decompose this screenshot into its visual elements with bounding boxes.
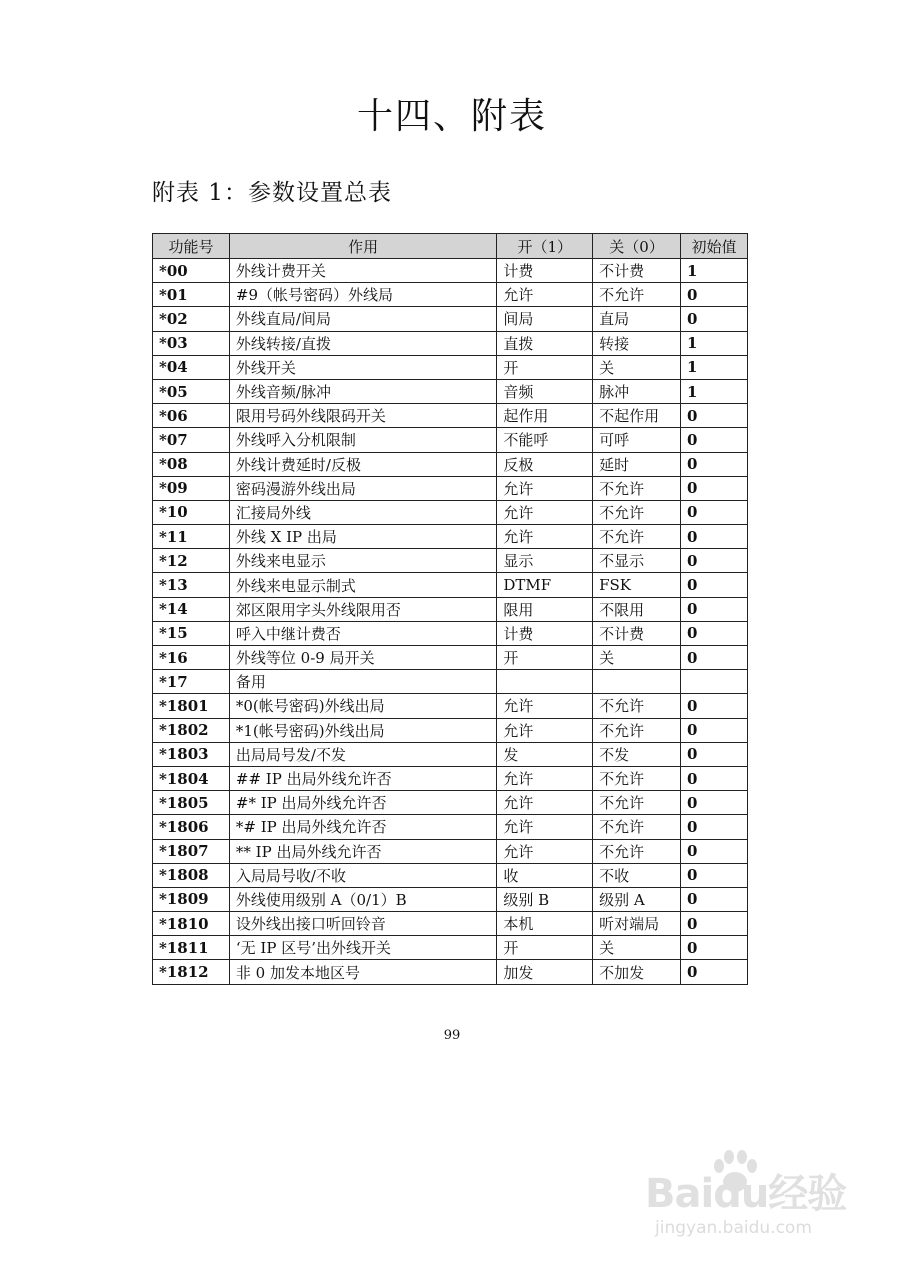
off-value-cell: 不允许 — [593, 815, 681, 839]
function-code-cell: *13 — [153, 573, 230, 597]
initial-value-cell: 0 — [681, 960, 748, 984]
on-value-cell: 允许 — [497, 815, 593, 839]
initial-value-cell: 1 — [681, 355, 748, 379]
initial-value-cell: 1 — [681, 379, 748, 403]
purpose-cell: 郊区限用字头外线限用否 — [229, 597, 496, 621]
function-code-cell: *06 — [153, 404, 230, 428]
on-value-cell: 显示 — [497, 549, 593, 573]
function-code-cell: *16 — [153, 646, 230, 670]
table-row — [153, 863, 748, 887]
off-value-cell: 延时 — [593, 452, 681, 476]
initial-value-cell: 0 — [681, 766, 748, 790]
purpose-cell: 外线音频/脉冲 — [229, 379, 496, 403]
off-value-cell: FSK — [593, 573, 681, 597]
purpose-cell: #* IP 出局外线允许否 — [229, 791, 496, 815]
off-value-cell: 不收 — [593, 863, 681, 887]
table-row — [153, 960, 748, 984]
purpose-cell: 密码漫游外线出局 — [229, 476, 496, 500]
purpose-cell: #9（帐号密码）外线局 — [229, 283, 496, 307]
initial-value-cell: 0 — [681, 428, 748, 452]
off-value-cell: 不允许 — [593, 283, 681, 307]
table-row — [153, 379, 748, 403]
function-code-cell: *1810 — [153, 912, 230, 936]
initial-value-cell: 0 — [681, 742, 748, 766]
table-row — [153, 791, 748, 815]
off-value-cell: 不允许 — [593, 839, 681, 863]
function-code-cell: *1809 — [153, 887, 230, 911]
function-code-cell: *1811 — [153, 936, 230, 960]
purpose-cell: ## IP 出局外线允许否 — [229, 766, 496, 790]
on-value-cell: 开 — [497, 355, 593, 379]
table-row — [153, 912, 748, 936]
function-code-cell: *1807 — [153, 839, 230, 863]
watermark-logo: Baidu经验 — [645, 1171, 847, 1217]
table-row — [153, 573, 748, 597]
on-value-cell: 直拨 — [497, 331, 593, 355]
purpose-cell: 外线使用级别 A（0/1）B — [229, 887, 496, 911]
table-row — [153, 694, 748, 718]
page-number: 99 — [443, 1028, 461, 1043]
table-row — [153, 742, 748, 766]
purpose-cell: 外线 X IP 出局 — [229, 525, 496, 549]
function-code-cell: *14 — [153, 597, 230, 621]
purpose-cell: ** IP 出局外线允许否 — [229, 839, 496, 863]
table-row — [153, 452, 748, 476]
table-row — [153, 307, 748, 331]
off-value-cell: 关 — [593, 355, 681, 379]
purpose-cell: 呼入中继计费否 — [229, 621, 496, 645]
purpose-cell: 外线计费延时/反极 — [229, 452, 496, 476]
function-code-cell: *01 — [153, 283, 230, 307]
off-value-cell: 不加发 — [593, 960, 681, 984]
initial-value-cell: 0 — [681, 500, 748, 524]
initial-value-cell: 0 — [681, 694, 748, 718]
function-code-cell: *12 — [153, 549, 230, 573]
purpose-cell: *# IP 出局外线允许否 — [229, 815, 496, 839]
function-code-cell: *04 — [153, 355, 230, 379]
on-value-cell: 允许 — [497, 283, 593, 307]
function-code-cell: *11 — [153, 525, 230, 549]
function-code-cell: *00 — [153, 259, 230, 283]
off-value-cell: 不允许 — [593, 766, 681, 790]
off-value-cell: 不允许 — [593, 791, 681, 815]
on-value-cell: 发 — [497, 742, 593, 766]
on-value-cell: 反极 — [497, 452, 593, 476]
table-row — [153, 936, 748, 960]
off-value-cell: 转接 — [593, 331, 681, 355]
off-value-cell: 不起作用 — [593, 404, 681, 428]
purpose-cell: 出局局号发/不发 — [229, 742, 496, 766]
function-code-cell: *07 — [153, 428, 230, 452]
off-value-cell: 脉冲 — [593, 379, 681, 403]
function-code-cell: *02 — [153, 307, 230, 331]
on-value-cell: 允许 — [497, 718, 593, 742]
on-value-cell: 加发 — [497, 960, 593, 984]
table-body — [153, 259, 748, 985]
function-code-cell: *1808 — [153, 863, 230, 887]
initial-value-cell: 0 — [681, 476, 748, 500]
initial-value-cell: 0 — [681, 839, 748, 863]
on-value-cell: 间局 — [497, 307, 593, 331]
initial-value-cell: 0 — [681, 404, 748, 428]
function-code-cell: *1801 — [153, 694, 230, 718]
off-value-cell: 直局 — [593, 307, 681, 331]
purpose-cell: 外线来电显示制式 — [229, 573, 496, 597]
purpose-cell: *1(帐号密码)外线出局 — [229, 718, 496, 742]
table-row — [153, 597, 748, 621]
on-value-cell: 级别 B — [497, 887, 593, 911]
initial-value-cell: 0 — [681, 549, 748, 573]
initial-value-cell: 0 — [681, 718, 748, 742]
off-value-cell: 不限用 — [593, 597, 681, 621]
table-row — [153, 355, 748, 379]
function-code-cell: *1805 — [153, 791, 230, 815]
off-value-cell: 关 — [593, 646, 681, 670]
function-code-cell: *1806 — [153, 815, 230, 839]
function-code-cell: *08 — [153, 452, 230, 476]
on-value-cell: 允许 — [497, 500, 593, 524]
table-caption: 附表 1：参数设置总表 — [152, 180, 392, 206]
function-code-cell: *1803 — [153, 742, 230, 766]
purpose-cell: 外线开关 — [229, 355, 496, 379]
off-value-cell: 不发 — [593, 742, 681, 766]
table-header-row — [153, 234, 748, 259]
initial-value-cell: 0 — [681, 597, 748, 621]
table-row — [153, 549, 748, 573]
function-code-cell: *15 — [153, 621, 230, 645]
table-row — [153, 283, 748, 307]
on-value-cell: 允许 — [497, 766, 593, 790]
on-value-cell: 允许 — [497, 791, 593, 815]
table-row — [153, 404, 748, 428]
table-row — [153, 887, 748, 911]
purpose-cell: 外线来电显示 — [229, 549, 496, 573]
header-off: 关（0） — [593, 234, 681, 259]
table-row — [153, 646, 748, 670]
initial-value-cell: 0 — [681, 307, 748, 331]
initial-value-cell: 0 — [681, 621, 748, 645]
on-value-cell: 开 — [497, 646, 593, 670]
off-value-cell: 不允许 — [593, 694, 681, 718]
function-code-cell: *1804 — [153, 766, 230, 790]
off-value-cell: 可呼 — [593, 428, 681, 452]
purpose-cell: 汇接局外线 — [229, 500, 496, 524]
off-value-cell: 不允许 — [593, 476, 681, 500]
initial-value-cell: 0 — [681, 863, 748, 887]
watermark — [645, 1148, 875, 1258]
function-code-cell: *10 — [153, 500, 230, 524]
initial-value-cell: 1 — [681, 259, 748, 283]
table-row — [153, 718, 748, 742]
table-row — [153, 525, 748, 549]
on-value-cell: 本机 — [497, 912, 593, 936]
function-code-cell: *09 — [153, 476, 230, 500]
function-code-cell: *17 — [153, 670, 230, 694]
table-row — [153, 839, 748, 863]
header-function-code: 功能号 — [153, 234, 230, 259]
function-code-cell: *05 — [153, 379, 230, 403]
purpose-cell: 外线计费开关 — [229, 259, 496, 283]
on-value-cell: 允许 — [497, 839, 593, 863]
on-value-cell: 计费 — [497, 621, 593, 645]
off-value-cell: 不计费 — [593, 621, 681, 645]
on-value-cell: 限用 — [497, 597, 593, 621]
off-value-cell: 不计费 — [593, 259, 681, 283]
table-row — [153, 428, 748, 452]
purpose-cell: 外线转接/直拨 — [229, 331, 496, 355]
initial-value-cell: 0 — [681, 646, 748, 670]
purpose-cell: 非 0 加发本地区号 — [229, 960, 496, 984]
table-row — [153, 621, 748, 645]
initial-value-cell: 0 — [681, 815, 748, 839]
initial-value-cell: 0 — [681, 912, 748, 936]
off-value-cell: 不显示 — [593, 549, 681, 573]
page-title: 十四、附表 — [356, 96, 547, 137]
purpose-cell: *0(帐号密码)外线出局 — [229, 694, 496, 718]
off-value-cell: 关 — [593, 936, 681, 960]
initial-value-cell: 0 — [681, 936, 748, 960]
on-value-cell: DTMF — [497, 573, 593, 597]
initial-value-cell: 0 — [681, 452, 748, 476]
table-row — [153, 331, 748, 355]
purpose-cell: 外线等位 0-9 局开关 — [229, 646, 496, 670]
on-value-cell: 允许 — [497, 525, 593, 549]
purpose-cell: 限用号码外线限码开关 — [229, 404, 496, 428]
initial-value-cell: 1 — [681, 331, 748, 355]
table-row — [153, 670, 748, 694]
table-row — [153, 815, 748, 839]
on-value-cell: 允许 — [497, 476, 593, 500]
function-code-cell: *03 — [153, 331, 230, 355]
on-value-cell: 开 — [497, 936, 593, 960]
on-value-cell: 不能呼 — [497, 428, 593, 452]
initial-value-cell — [681, 670, 748, 694]
table-row — [153, 259, 748, 283]
off-value-cell: 级别 A — [593, 887, 681, 911]
initial-value-cell: 0 — [681, 791, 748, 815]
on-value-cell: 计费 — [497, 259, 593, 283]
off-value-cell: 不允许 — [593, 718, 681, 742]
function-code-cell: *1812 — [153, 960, 230, 984]
off-value-cell — [593, 670, 681, 694]
on-value-cell — [497, 670, 593, 694]
parameter-settings-table — [152, 233, 748, 985]
purpose-cell: 外线直局/间局 — [229, 307, 496, 331]
table-row — [153, 766, 748, 790]
initial-value-cell: 0 — [681, 573, 748, 597]
table-row — [153, 500, 748, 524]
purpose-cell: 设外线出接口听回铃音 — [229, 912, 496, 936]
initial-value-cell: 0 — [681, 525, 748, 549]
on-value-cell: 音频 — [497, 379, 593, 403]
purpose-cell: 外线呼入分机限制 — [229, 428, 496, 452]
off-value-cell: 不允许 — [593, 525, 681, 549]
on-value-cell: 允许 — [497, 694, 593, 718]
function-code-cell: *1802 — [153, 718, 230, 742]
watermark-url: jingyan.baidu.com — [655, 1218, 812, 1238]
table-row — [153, 476, 748, 500]
header-initial-value: 初始值 — [681, 234, 748, 259]
off-value-cell: 不允许 — [593, 500, 681, 524]
initial-value-cell: 0 — [681, 887, 748, 911]
off-value-cell: 听对端局 — [593, 912, 681, 936]
purpose-cell: 入局局号收/不收 — [229, 863, 496, 887]
header-purpose: 作用 — [229, 234, 496, 259]
purpose-cell: 备用 — [229, 670, 496, 694]
purpose-cell: ‘无 IP 区号’出外线开关 — [229, 936, 496, 960]
header-on: 开（1） — [497, 234, 593, 259]
on-value-cell: 起作用 — [497, 404, 593, 428]
on-value-cell: 收 — [497, 863, 593, 887]
initial-value-cell: 0 — [681, 283, 748, 307]
